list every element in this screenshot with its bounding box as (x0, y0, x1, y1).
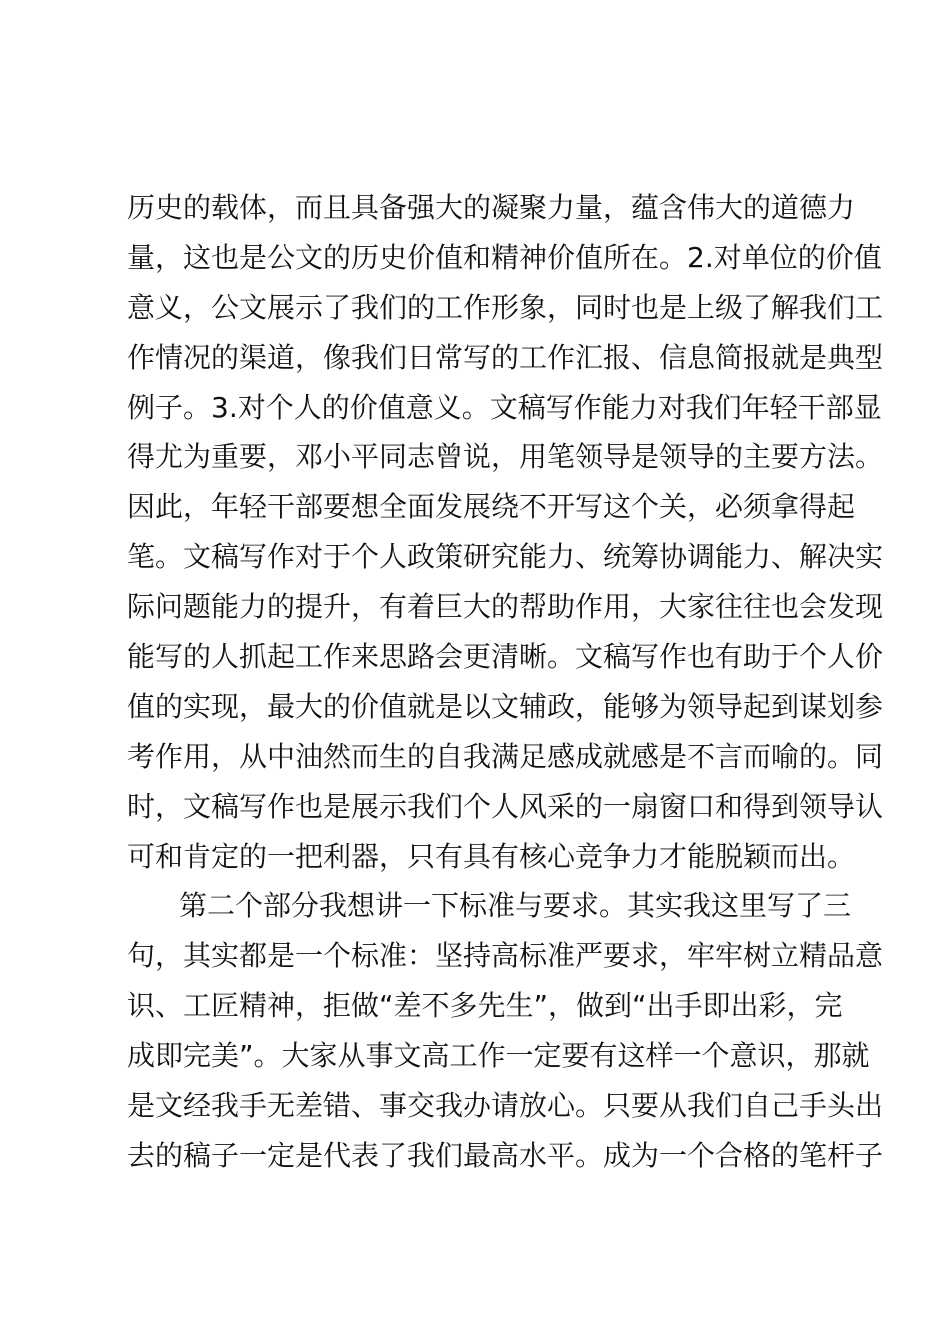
text-line: 时，文稿写作也是展示我们个人风采的一扇窗口和得到领导认 (127, 789, 884, 823)
text-line: 去的稿子一定是代表了我们最高水平。成为一个合格的笔杆子 (127, 1138, 884, 1172)
text-line: 历史的载体，而且具备强大的凝聚力量，蕴含伟大的道德力 (127, 191, 856, 224)
text-line: 得尤为重要，邓小平同志曾说，用笔领导是领导的主要方法。 (127, 440, 884, 474)
text-line: 能写的人抓起工作来思路会更清晰。文稿写作也有助于个人价 (127, 640, 884, 674)
paragraph-first-line: 第二个部分我想讲一下标准与要求。其实我这里写了三 (179, 889, 852, 923)
text-line: 意义，公文展示了我们的工作形象，同时也是上级了解我们工 (127, 290, 884, 324)
text-line: 是文经我手无差错、事交我办请放心。只要从我们自己手头出 (127, 1089, 884, 1123)
text-line: 值的实现，最大的价值就是以文辅政，能够为领导起到谋划参 (127, 689, 884, 723)
text-line: 因此，年轻干部要想全面发展绕不开写这个关，必须拿得起 (127, 490, 856, 524)
text-line: 句，其实都是一个标准：坚持高标准严要求，牢牢树立精品意 (127, 939, 884, 973)
text-line: 例子。3.对个人的价值意义。文稿写作能力对我们年轻干部显 (127, 390, 882, 424)
text-line: 际问题能力的提升，有着巨大的帮助作用，大家往往也会发现 (127, 590, 884, 624)
text-line: 作情况的渠道，像我们日常写的工作汇报、信息简报就是典型 (127, 340, 884, 374)
text-line: 量，这也是公文的历史价值和精神价值所在。2.对单位的价值 (127, 240, 882, 274)
text-line: 笔。文稿写作对于个人政策研究能力、统筹协调能力、解决实 (127, 540, 884, 574)
text-line: 考作用，从中油然而生的自我满足感成就感是不言而喻的。同 (127, 739, 884, 773)
text-line: 识、工匠精神，拒做“差不多先生”，做到“出手即出彩，完 (127, 989, 843, 1023)
text-line: 成即完美”。大家从事文高工作一定要有这样一个意识，那就 (127, 1039, 870, 1073)
body-text (127, 183, 884, 1181)
text-line: 可和肯定的一把利器，只有具有核心竞争力才能脱颖而出。 (127, 839, 856, 873)
